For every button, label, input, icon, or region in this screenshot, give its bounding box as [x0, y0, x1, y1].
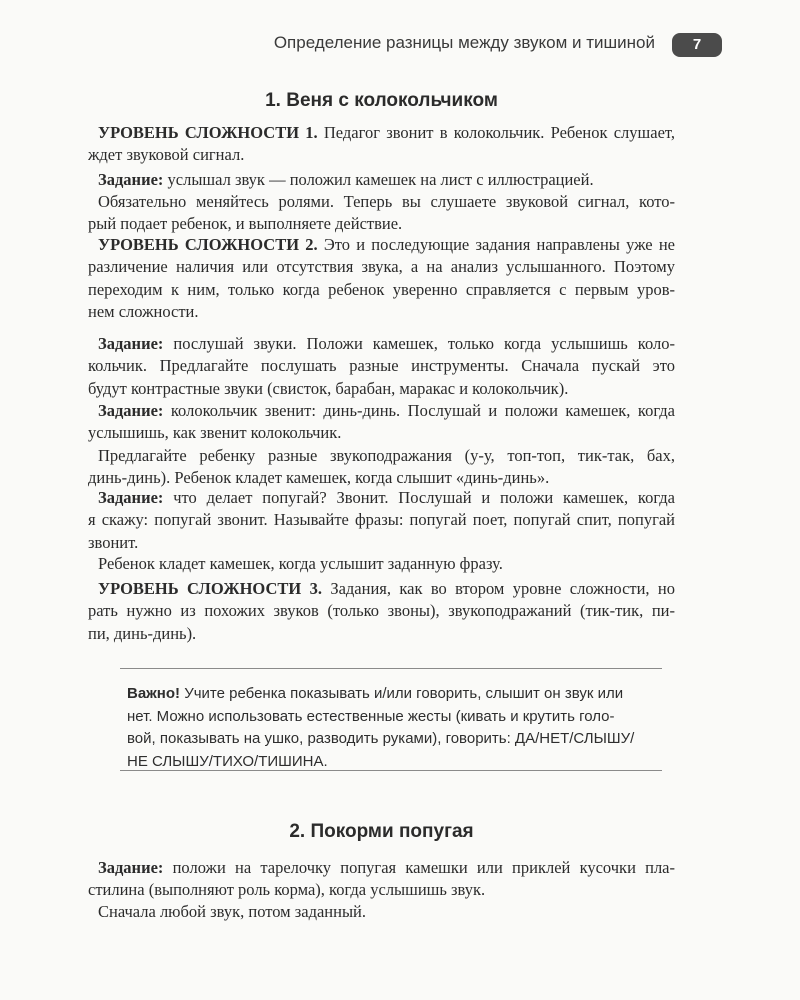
text-line: УРОВЕНЬ СЛОЖНОСТИ 1. Педагог звонит в колокольчик. Ребенок слушает, — [98, 123, 675, 142]
paragraph — [88, 234, 675, 323]
note-line: вой, показывать на ушко, разводить руками), говорить: ДА/НЕТ/СЛЫШУ/ — [127, 730, 635, 747]
text-line: Задание: что делает попугай? Звонит. Послушай и положи камешек, когда — [98, 488, 675, 507]
note-line — [127, 683, 647, 706]
section-1-title: 1. Веня с колокольчиком — [265, 90, 498, 111]
paragraph-lead: УРОВЕНЬ СЛОЖНОСТИ 1. — [98, 123, 318, 142]
text-line: УРОВЕНЬ СЛОЖНОСТИ 3. Задания, как во втором уровне сложности, но — [98, 579, 675, 598]
text-line: кольчик. Предлагайте послушать разные инструменты. Сначала пускай это — [88, 356, 675, 376]
paragraph — [88, 578, 675, 645]
text-line: звонит. — [88, 532, 139, 552]
divider-top — [120, 668, 662, 669]
paragraph-lead: Задание: — [98, 170, 164, 189]
text-line: Предлагайте ребенку разные звукоподражания (у-у, топ-топ, тик-так, бах, — [98, 446, 675, 465]
text-line: ждет звуковой сигнал. — [88, 145, 245, 165]
paragraph — [88, 445, 675, 490]
text-line: Ребенок кладет камешек, когда услышит заданную фразу. — [98, 554, 503, 573]
paragraph — [88, 901, 675, 923]
paragraph-lead: Задание: — [98, 858, 164, 877]
paragraph-lead: Задание: — [98, 488, 164, 507]
text-line: рать нужно из похожих звуков (только звоны), звукоподражаний (тик-тик, пи- — [88, 601, 675, 621]
page-number-badge: 7 — [672, 33, 722, 57]
paragraph — [88, 553, 675, 575]
text-line: Обязательно меняйтесь ролями. Теперь вы слушаете звуковой сигнал, кото- — [98, 192, 675, 211]
paragraph-lead: Задание: — [98, 334, 164, 353]
text-line: услышишь, как звенит колокольчик. — [88, 423, 342, 443]
section-2-title: 2. Покорми попугая — [289, 821, 474, 842]
paragraph — [88, 400, 675, 445]
text-line: Задание: положи на тарелочку попугая камешки или приклей кусочки пла- — [98, 858, 675, 877]
paragraph-lead: УРОВЕНЬ СЛОЖНОСТИ 3. — [98, 579, 322, 598]
paragraph — [88, 191, 675, 236]
text-line: УРОВЕНЬ СЛОЖНОСТИ 2. Это и последующие задания направлены уже не — [98, 235, 675, 254]
note-lead: Важно! — [127, 685, 181, 702]
text-line: динь-динь). Ребенок кладет камешек, когда слышит «динь-динь». — [88, 468, 550, 488]
paragraph — [88, 122, 675, 167]
paragraph-lead: Задание: — [98, 401, 164, 420]
running-header: Определение разницы между звуком и тишиной — [273, 33, 655, 52]
text-line: различение наличия или отсутствия звука, а на анализ услышанного. Поэтому — [88, 257, 675, 277]
text-line: будут контрастные звуки (свисток, барабан, маракас и колокольчик). — [88, 378, 569, 398]
important-note — [127, 683, 647, 773]
note-line: нет. Можно использовать естественные жесты (кивать и крутить голо- — [127, 707, 615, 725]
text-line: Задание: колокольчик звенит: динь-динь. Послушай и положи камешек, когда — [98, 401, 675, 420]
note-line: НЕ СЛЫШУ/ТИХО/ТИШИНА. — [127, 752, 328, 770]
text-line: Задание: услышал звук — положил камешек на лист с иллюстрацией. — [98, 170, 594, 189]
paragraph — [88, 857, 675, 902]
note-text: Учите ребенка показывать и/или говорить, слышит он звук или — [180, 685, 624, 702]
text-line: Задание: послушай звуки. Положи камешек, только когда услышишь коло- — [98, 334, 675, 353]
paragraph — [88, 333, 675, 400]
text-line: я скажу: попугай звонит. Называйте фразы: попугай поет, попугай спит, попугай — [88, 510, 675, 530]
paragraph — [88, 487, 675, 554]
text-line: переходим к ним, только когда ребенок уверенно справляется с первым уров- — [88, 279, 675, 299]
paragraph — [88, 169, 675, 191]
divider-bottom — [120, 770, 662, 771]
text-line: пи, динь-динь). — [88, 623, 197, 643]
text-line: Сначала любой звук, потом заданный. — [98, 902, 366, 921]
paragraph-lead: УРОВЕНЬ СЛОЖНОСТИ 2. — [98, 235, 318, 254]
text-line: рый подает ребенок, и выполняете действие. — [88, 214, 403, 234]
text-line: стилина (выполняют роль корма), когда услышишь звук. — [88, 880, 486, 900]
text-line: нем сложности. — [88, 301, 199, 321]
